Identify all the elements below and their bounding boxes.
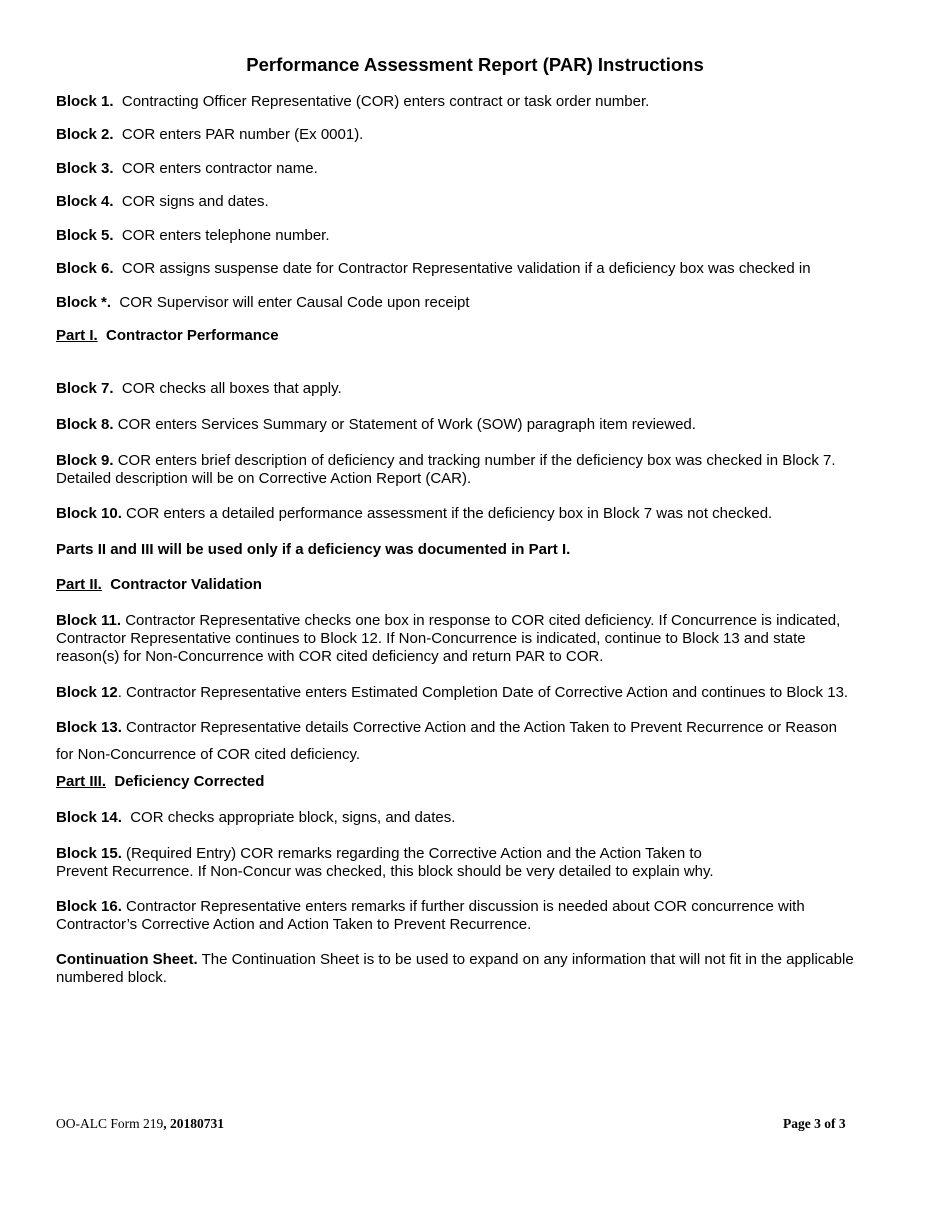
- block-label: Block 1.: [56, 93, 114, 110]
- block-8: [56, 416, 896, 435]
- block-label: Block 7.: [56, 380, 114, 397]
- block-star: [56, 294, 896, 313]
- parts-note: Parts II and III will be used only if a deficiency was documented in Part I.: [56, 541, 571, 558]
- block-label: Block 10.: [56, 505, 122, 522]
- block-9-continued: Detailed description will be on Corrective Action Report (CAR).: [56, 470, 472, 487]
- block-11: [56, 612, 896, 631]
- block-label: Block 11.: [56, 612, 122, 629]
- block-label: Block 8.: [56, 416, 114, 433]
- block-label: Block 16.: [56, 898, 122, 915]
- part-label: Part I.: [56, 327, 98, 344]
- block-label: Block 13.: [56, 719, 122, 736]
- block-label: Block 9.: [56, 452, 114, 469]
- block-text: COR enters PAR number (Ex 0001).: [121, 126, 364, 143]
- block-6: [56, 260, 896, 279]
- block-label: Block 14.: [56, 809, 122, 826]
- block-label: Block 12: [56, 684, 118, 701]
- block-text: Contractor Representative enters remarks if further discussion is needed about COR concurrence with: [126, 898, 805, 915]
- block-text: COR enters brief description of deficiency and tracking number if the deficiency box was checked in Block 7.: [117, 452, 836, 469]
- form-identifier: [56, 1116, 224, 1132]
- block-label: Block 4.: [56, 193, 114, 210]
- page-title: Performance Assessment Report (PAR) Instructions: [246, 54, 704, 75]
- part-label: Part III.: [56, 773, 107, 790]
- part-title: Deficiency Corrected: [114, 773, 265, 790]
- block-label: Block 6.: [56, 260, 114, 277]
- block-label: Block 15.: [56, 845, 122, 862]
- part-2-heading: [56, 576, 896, 595]
- block-10: [56, 505, 896, 524]
- block-text: Contracting Officer Representative (COR) enters contract or task order number.: [121, 93, 650, 110]
- block-label: Block 2.: [56, 126, 114, 143]
- block-text: COR signs and dates.: [121, 193, 269, 210]
- block-text: (Required Entry) COR remarks regarding the Corrective Action and the Action Taken to: [126, 845, 702, 862]
- block-text: COR enters a detailed performance assessment if the deficiency box in Block 7 was not checked.: [126, 505, 773, 522]
- block-15-continued: Prevent Recurrence. If Non-Concur was checked, this block should be very detailed to explain why.: [56, 863, 714, 880]
- part-title: Contractor Validation: [110, 576, 262, 593]
- block-5: [56, 227, 896, 246]
- block-text: Contractor Representative details Corrective Action and the Action Taken to Prevent Recurrence or Reason: [126, 719, 837, 736]
- part-1-heading: [56, 327, 896, 346]
- block-16: [56, 898, 896, 917]
- block-text: COR Supervisor will enter Causal Code upon receipt: [119, 294, 470, 311]
- block-7: [56, 380, 896, 399]
- block-2: [56, 126, 896, 145]
- block-15: [56, 845, 896, 864]
- block-text: COR checks appropriate block, signs, and dates.: [130, 809, 456, 826]
- form-date: , 20180731: [163, 1116, 224, 1131]
- block-text: COR enters telephone number.: [121, 227, 330, 244]
- block-13-continued: for Non-Concurrence of COR cited deficiency.: [56, 746, 361, 763]
- block-3: [56, 160, 896, 179]
- block-label: Block 3.: [56, 160, 114, 177]
- page-number: Page 3 of 3: [783, 1116, 846, 1131]
- block-label: Continuation Sheet.: [56, 951, 198, 968]
- block-label: Block *.: [56, 294, 112, 311]
- block-text: COR assigns suspense date for Contractor Representative validation if a deficiency box was checked in: [121, 260, 811, 277]
- block-11-continued: Contractor Representative continues to Block 12. If Non-Concurrence is indicated, continue to Block 13 and state: [56, 630, 806, 647]
- block-4: [56, 193, 896, 212]
- block-label: Block 5.: [56, 227, 114, 244]
- form-number: OO-ALC Form 219: [56, 1116, 164, 1131]
- part-label: Part II.: [56, 576, 102, 593]
- block-14: [56, 809, 896, 828]
- block-text: COR checks all boxes that apply.: [121, 380, 342, 397]
- block-1: [56, 93, 896, 112]
- block-11-continued-2: reason(s) for Non-Concurrence with COR cited deficiency and return PAR to COR.: [56, 648, 604, 665]
- block-12: [56, 684, 896, 703]
- block-9: [56, 452, 896, 471]
- continuation-sheet: [56, 951, 896, 970]
- continuation-sheet-continued: numbered block.: [56, 969, 167, 986]
- block-text: COR enters Services Summary or Statement of Work (SOW) paragraph item reviewed.: [117, 416, 696, 433]
- block-text: COR enters contractor name.: [121, 160, 318, 177]
- part-3-heading: [56, 773, 896, 792]
- block-text: Contractor Representative checks one box in response to COR cited deficiency. If Concurrence is indicated,: [125, 612, 841, 629]
- block-16-continued: Contractor’s Corrective Action and Action Taken to Prevent Recurrence.: [56, 916, 532, 933]
- part-title: Contractor Performance: [106, 327, 279, 344]
- block-13: [56, 719, 896, 738]
- block-text: . Contractor Representative enters Estimated Completion Date of Corrective Action and continues to Block 13.: [117, 684, 849, 701]
- block-text: The Continuation Sheet is to be used to expand on any information that will not fit in the applicable: [201, 951, 854, 968]
